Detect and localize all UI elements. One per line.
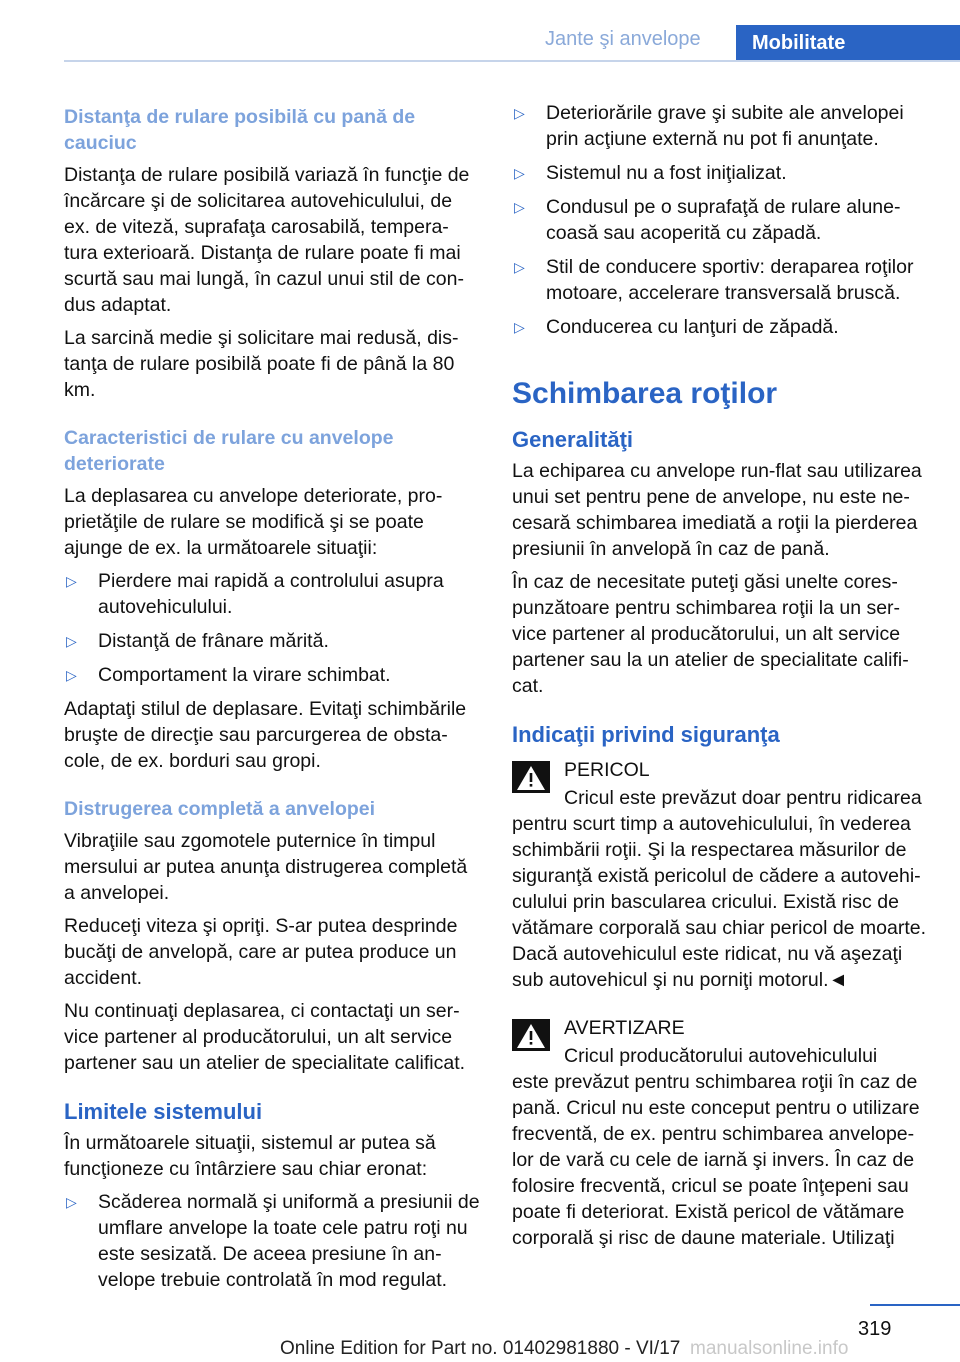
list-item: ▷ Distanţă de frânare mărită.: [66, 630, 329, 652]
paragraph: La sarcină medie şi solicitare mai redusă, dis‐tanţa de rulare posibilă poate fi de până la 80 km.: [64, 327, 459, 401]
edition-note: Online Edition for Part no. 01402981880 - VI/17: [280, 1338, 681, 1359]
paragraph: În caz de necesitate puteţi găsi unelte cores‐punzătoare pentru schimbarea roţii la un ser‐vice partener al producătorului, un alt service partener sau la un atelier de specialitate califi‐cat.: [512, 571, 909, 697]
footer-rule: [870, 1304, 960, 1306]
paragraph: Vibraţiile sau zgomotele puternice în timpul mersului ar putea anunţa distrugerea completă a anvelopei.: [64, 830, 468, 904]
right-column: [512, 100, 928, 1271]
bullet-list: [64, 568, 480, 688]
triangle-right-icon: ▷: [66, 633, 77, 649]
paragraph: Adaptaţi stilul de deplasare. Evitaţi schimbările bruşte de direcţie sau parcurgerea de obsta‐cole, de ex. borduri sau gropi.: [64, 698, 467, 772]
danger-text: pentru scurt timp a autovehiculului, în vederea schimbării roţii. Şi la respectarea măsurilor de siguranţă există pericolul de cădere a autovehi‐culului prin bascularea cricului. Există risc de vătămare corporală sau chiar pericol de moarte. Dacă autovehiculul este ridicat, nu vă aşezaţi sub autovehicul şi nu porniţi motorul.◄: [512, 813, 927, 991]
triangle-right-icon: ▷: [514, 259, 525, 275]
tab-jante-si-anvelope[interactable]: Jante şi anvelope: [545, 28, 701, 50]
triangle-right-icon: ▷: [66, 667, 77, 683]
header-rule: [64, 60, 960, 62]
triangle-right-icon: ▷: [66, 573, 77, 589]
heading-system-limits: Limitele sistemului: [64, 1099, 263, 1124]
danger-first-line: Cricul este prevăzut doar pentru ridicarea: [564, 787, 922, 809]
bullet-list: [64, 1189, 480, 1293]
heading-changing-wheels: Schimbarea roţilor: [512, 377, 778, 410]
list-item: ▷ Deteriorările grave şi subite ale anvelopei prin acţiune externă nu pot fi anunţate.: [514, 102, 904, 150]
paragraph: Distanţa de rulare posibilă variază în funcţie de încărcare şi de solicitarea autovehiculului, de ex. de viteză, suprafaţa carosabilă, tempera‐tura exterioară. Distanţa de rulare poate fi mai scurtă sau mai lungă, în cazul unui stil de con‐dus adaptat.: [64, 164, 470, 316]
paragraph: La echiparea cu anvelope run-flat sau utilizarea unui set pentru pene de anvelope, nu este ne‐cesară schimbarea imediată a roţii la pierderea presiunii în anvelopă în caz de pană.: [512, 460, 922, 560]
section-title-damaged-tires: Caracteristici de rulare cu anvelope deteriorate: [64, 427, 394, 475]
danger-notice: [512, 755, 928, 993]
paragraph: Nu continuaţi deplasarea, ci contactaţi un ser‐vice partener al producătorului, un alt service partener sau un atelier de specialitate calificat.: [64, 1000, 466, 1074]
danger-label: PERICOL: [564, 759, 650, 781]
warning-text: este prevăzut pentru schimbarea roţii în caz de pană. Cricul nu este conceput pentru o utilizare frecventă, de ex. pentru schimbarea anvelope‐lor de vară cu cele de iarnă şi invers. În caz de folosire frecventă, cricul se poate înţepeni sau poate fi deteriorat. Există pericol de vătămare corporală şi risc de daune materiale. Utilizaţi: [512, 1071, 920, 1249]
triangle-right-icon: ▷: [514, 319, 525, 335]
triangle-right-icon: ▷: [514, 165, 525, 181]
paragraph: Reduceţi viteza şi opriţi. S-ar putea desprinde bucăţi de anvelopă, care ar putea produce un accident.: [64, 915, 458, 989]
triangle-right-icon: ▷: [66, 1194, 77, 1210]
bullet-list: [512, 100, 928, 340]
list-item: ▷ Sistemul nu a fost iniţializat.: [514, 162, 787, 184]
heading-safety: Indicaţii privind siguranţa: [512, 722, 780, 747]
list-item: ▷ Comportament la virare schimbat.: [66, 664, 391, 686]
triangle-right-icon: ▷: [514, 199, 525, 215]
warning-triangle-icon: [512, 1019, 550, 1051]
watermark: manualsonline.info: [690, 1338, 849, 1359]
paragraph: În următoarele situaţii, sistemul ar putea să funcţioneze cu întârziere sau chiar eronat:: [64, 1132, 436, 1180]
warning-first-line: Cricul producătorului autovehiculului: [564, 1045, 878, 1067]
warning-label: AVERTIZARE: [564, 1017, 685, 1039]
triangle-right-icon: ▷: [514, 105, 525, 121]
heading-general: Generalităţi: [512, 427, 634, 452]
tab-mobilitate[interactable]: Mobilitate: [736, 25, 960, 61]
list-item: ▷ Pierdere mai rapidă a controlului asupra autovehiculului.: [66, 570, 444, 618]
left-column: [64, 100, 480, 1301]
page-number: 319: [858, 1318, 892, 1340]
warning-triangle-icon: [512, 761, 550, 793]
section-title-range: Distanţa de rulare posibilă cu pană de cauciuc: [64, 106, 416, 154]
warning-notice: [512, 1013, 928, 1251]
section-title-tire-destruction: Distrugerea completă a anvelopei: [64, 798, 376, 820]
list-item: ▷ Condusul pe o suprafaţă de rulare alune‐coasă sau acoperită cu zăpadă.: [514, 196, 901, 244]
paragraph: La deplasarea cu anvelope deteriorate, pro‐prietăţile de rulare se modifică şi se poate ajunge de ex. la următoarele situaţii:: [64, 485, 443, 559]
list-item: ▷ Scăderea normală şi uniformă a presiunii de umflare anvelope la toate cele patru roţi nu este sesizată. De aceea presiune în an‐velope trebuie controlată în mod regulat.: [66, 1191, 480, 1291]
list-item: ▷ Stil de conducere sportiv: deraparea roţilor motoare, accelerare transversală bruscă.: [514, 256, 914, 304]
list-item: ▷ Conducerea cu lanţuri de zăpadă.: [514, 316, 839, 338]
